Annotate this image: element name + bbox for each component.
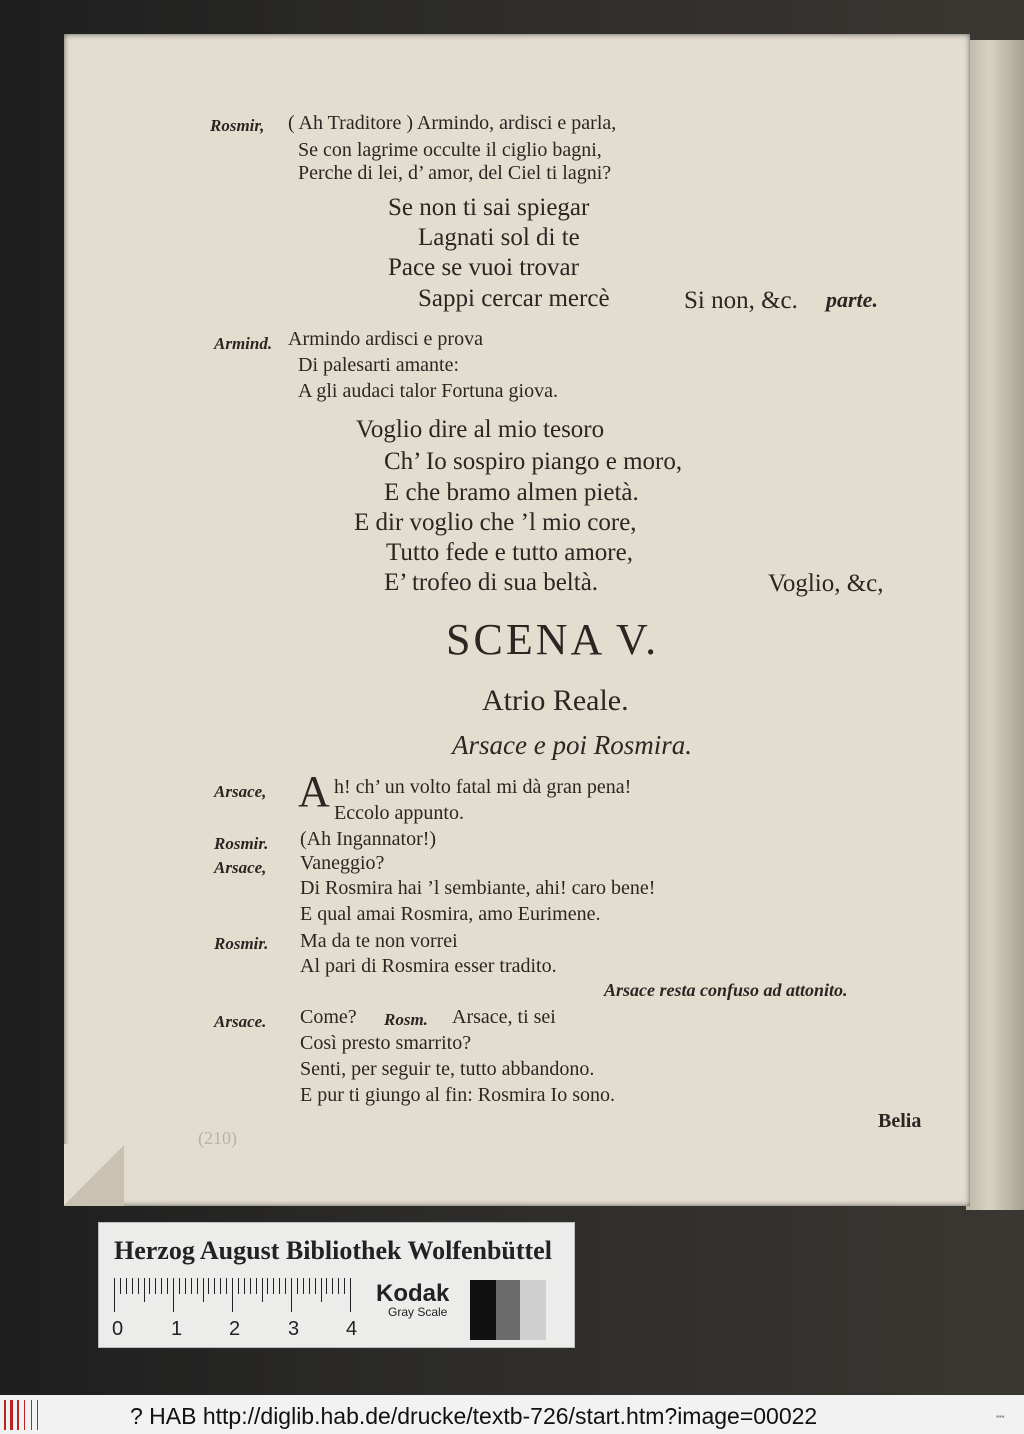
ruler-tick [344, 1278, 345, 1294]
gray-swatch-black [470, 1280, 496, 1340]
aria-line: Ch’ Io sospiro piango e moro, [384, 448, 683, 475]
speaker-label: Rosmir. [214, 934, 269, 953]
scale-number: 2 [229, 1318, 241, 1340]
barcode-bar [31, 1400, 32, 1430]
text-line: Di palesarti amante: [298, 354, 460, 376]
text-line: Vaneggio? [300, 852, 385, 874]
stage-direction: parte. [826, 287, 878, 312]
gray-swatch-light [520, 1280, 546, 1340]
ruler-tick [173, 1278, 174, 1312]
catchword: Belia [878, 1110, 922, 1132]
ruler-tick [338, 1278, 339, 1294]
text-line: ( Ah Traditore ) Armindo, ardisci e parla, [288, 112, 617, 134]
ruler-tick [244, 1278, 245, 1294]
aria-line: E dir voglio che ’l mio core, [354, 509, 637, 536]
text-line: Come? [300, 1006, 357, 1028]
ruler-tick [167, 1278, 168, 1294]
gray-swatch-mid [496, 1280, 520, 1340]
barcode-bar [17, 1400, 19, 1430]
text-line: E pur ti giungo al fin: Rosmira Io sono. [300, 1084, 615, 1106]
scene-characters: Arsace e poi Rosmira. [452, 730, 692, 760]
text-line: Eccolo appunto. [334, 802, 464, 824]
aria-line: E che bramo almen pietà. [384, 479, 639, 506]
speaker-label: Arsace, [214, 782, 267, 801]
ruler-tick [326, 1278, 327, 1294]
ruler-tick [144, 1278, 145, 1302]
ruler-tick [332, 1278, 333, 1294]
text-line: Armindo ardisci e prova [288, 328, 483, 350]
text-line: Di Rosmira hai ’l sembiante, ahi! caro bene! [300, 877, 656, 899]
ruler-tick [161, 1278, 162, 1294]
ruler-tick [309, 1278, 310, 1294]
aria-line: Pace se vuoi trovar [388, 254, 579, 281]
ruler-tick [321, 1278, 322, 1302]
aria-line: Sappi cercar mercè [418, 285, 610, 312]
barcode-bar [37, 1400, 38, 1430]
aria-line: Lagnati sol di te [418, 224, 580, 251]
barcode-icon [4, 1400, 48, 1430]
ruler-tick [149, 1278, 150, 1294]
scale-number: 3 [288, 1318, 300, 1340]
aria-line: Se non ti sai spiegar [388, 194, 590, 221]
scale-ruler [114, 1278, 358, 1314]
text-line: Perche di lei, d’ amor, del Ciel ti lagni? [298, 162, 612, 184]
ruler-tick [132, 1278, 133, 1294]
barcode-bar [4, 1400, 6, 1430]
ruler-tick [208, 1278, 209, 1294]
ruler-tick [232, 1278, 233, 1312]
speaker-label: Rosm. [384, 1010, 428, 1029]
ruler-tick [214, 1278, 215, 1294]
next-page-edge [966, 40, 1024, 1210]
ruler-tick [262, 1278, 263, 1302]
ruler-tick [285, 1278, 286, 1294]
stage-direction: Arsace resta confuso ad attonito. [604, 980, 848, 1000]
ruler-tick [179, 1278, 180, 1294]
text-line: E qual amai Rosmira, amo Eurimene. [300, 903, 601, 925]
scale-number: 0 [112, 1318, 124, 1340]
speaker-label: Arsace. [214, 1012, 267, 1031]
text-line: (Ah Ingannator!) [300, 828, 437, 850]
text-line: Arsace, ti sei [452, 1006, 556, 1028]
speaker-label: Rosmir. [214, 834, 269, 853]
ruler-tick [273, 1278, 274, 1294]
menu-dots-icon[interactable]: ▪▪▪ [996, 1412, 1005, 1421]
ruler-tick [256, 1278, 257, 1294]
scene-place: Atrio Reale. [482, 684, 629, 717]
ruler-tick [120, 1278, 121, 1294]
ruler-tick [279, 1278, 280, 1294]
ruler-tick [303, 1278, 304, 1294]
scale-number: 4 [346, 1318, 358, 1340]
text-line: Ma da te non vorrei [300, 930, 458, 952]
ruler-tick [191, 1278, 192, 1294]
ruler-tick [203, 1278, 204, 1302]
speaker-label: Arsace, [214, 858, 267, 877]
text-line: h! ch’ un volto fatal mi dà gran pena! [334, 776, 632, 798]
text-line: Senti, per seguir te, tutto abbandono. [300, 1058, 595, 1080]
source-url[interactable]: ? HAB http://diglib.hab.de/drucke/textb-726/start.htm?image=00022 [130, 1403, 818, 1429]
ruler-tick [197, 1278, 198, 1294]
scene-title: SCENA V. [446, 615, 660, 664]
aria-end: Si non, &c. [684, 287, 798, 314]
ruler-tick [297, 1278, 298, 1294]
aria-end: Voglio, &c, [768, 570, 884, 597]
kodak-logo: Kodak [376, 1280, 450, 1307]
scale-number: 1 [171, 1318, 183, 1340]
ruler-tick [114, 1278, 115, 1312]
ruler-tick [155, 1278, 156, 1294]
text-line: Al pari di Rosmira esser tradito. [300, 955, 557, 977]
page-number: (210) [198, 1128, 237, 1148]
speaker-label: Armind. [214, 334, 273, 353]
speaker-label: Rosmir, [210, 116, 265, 135]
aria-line: Voglio dire al mio tesoro [356, 416, 605, 443]
ruler-tick [226, 1278, 227, 1294]
library-name: Herzog August Bibliothek Wolfenbüttel [114, 1236, 552, 1265]
aria-line: E’ trofeo di sua beltà. [384, 569, 599, 596]
ruler-tick [350, 1278, 351, 1312]
ruler-tick [126, 1278, 127, 1294]
barcode-bar [10, 1400, 13, 1430]
gray-scale-label: Gray Scale [388, 1305, 448, 1319]
ruler-tick [138, 1278, 139, 1294]
text-line: Così presto smarrito? [300, 1032, 472, 1054]
ruler-tick [220, 1278, 221, 1294]
ruler-tick [291, 1278, 292, 1312]
ruler-tick [315, 1278, 316, 1294]
ruler-tick [250, 1278, 251, 1294]
text-line: A gli audaci talor Fortuna giova. [298, 380, 558, 402]
text-line: Se con lagrime occulte il ciglio bagni, [298, 139, 602, 161]
ruler-tick [185, 1278, 186, 1294]
ruler-tick [267, 1278, 268, 1294]
drop-cap: A [298, 767, 330, 816]
ruler-tick [238, 1278, 239, 1294]
aria-line: Tutto fede e tutto amore, [386, 539, 633, 566]
barcode-bar [24, 1400, 25, 1430]
